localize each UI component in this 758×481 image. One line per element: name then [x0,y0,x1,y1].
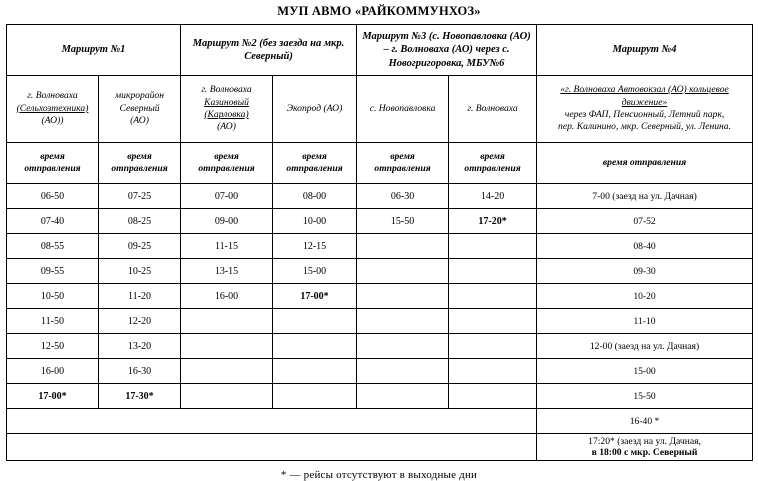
time-cell: 06-30 [357,184,449,209]
subheader-cell-4: время отправления [273,143,357,184]
table-row [7,234,753,259]
route-label: Маршрут №3 (с. Новопавловка (АО) – г. Волноваха (АО) через с. Новогригоровка, МБУ№6 [362,31,531,69]
time-cell: 12-50 [7,334,99,359]
time-cell: 16-40 * [537,409,753,434]
time-cell: 7-00 (заезд на ул. Дачная) [537,184,753,209]
route-header-4 [537,25,753,76]
time-cell [181,334,273,359]
table-row-destinations [7,76,753,143]
time-cell [181,384,273,409]
time-cell: 16-00 [181,284,273,309]
table-row [7,434,753,461]
time-cell [273,309,357,334]
time-cell: 07-00 [181,184,273,209]
time-cell: 15-50 [537,384,753,409]
time-cell: 15-50 [357,209,449,234]
time-cell: 12-15 [273,234,357,259]
destination-line: движение» [621,96,668,108]
destination-line: Казиновый [204,96,249,108]
time-cell: 07-52 [537,209,753,234]
time-cell [181,359,273,384]
time-cell [357,234,449,259]
time-cell: 09-30 [537,259,753,284]
subheader-cell-3: время отправления [181,143,273,184]
time-cell: 16-00 [7,359,99,384]
time-cell: 17-20* [449,209,537,234]
time-cell: 08-25 [99,209,181,234]
destination-line: микрорайон [115,90,164,102]
destination-line: пер. Калинино, мкр. Северный, ул. Ленина. [558,121,731,133]
note-line-2: в 18:00 с мкр. Северный [591,447,698,458]
time-cell [449,234,537,259]
time-cell [449,284,537,309]
subheader-cell-7 [537,143,753,184]
destination-line: (АО) [217,121,236,133]
destination-line: (Карловка) [204,109,249,120]
time-cell: 10-50 [7,284,99,309]
time-cell: 10-20 [537,284,753,309]
table-row [7,259,753,284]
time-cell: 15-00 [273,259,357,284]
time-cell [357,384,449,409]
time-cell: 12-20 [99,309,181,334]
time-cell: 09-55 [7,259,99,284]
time-cell [181,309,273,334]
table-row [7,384,753,409]
time-cell [449,384,537,409]
route-header-3 [357,25,537,76]
destination-line: г. Волноваха [201,84,252,96]
table-row [7,209,753,234]
table-row [7,184,753,209]
table-row-routes [7,25,753,76]
empty-cell [7,409,537,434]
destination-cell-1 [7,76,99,143]
table-row [7,309,753,334]
time-cell: 11-20 [99,284,181,309]
table-row [7,359,753,384]
destination-cell-5 [357,76,449,143]
time-cell: 07-40 [7,209,99,234]
footnote: * — рейсы отсутствуют в выходные дни [280,469,478,481]
time-cell [357,284,449,309]
time-cell [357,359,449,384]
time-cell [357,259,449,284]
time-cell: 12-00 (заезд на ул. Дачная) [537,334,753,359]
destination-line: г. Волноваха [27,90,78,102]
destination-line: через ФАП, Пенсионный, Летний парк, [564,109,725,120]
bus-schedule-table [6,24,753,461]
time-cell-note [537,434,753,461]
destination-line: (АО) [130,115,149,127]
time-cell: 08-00 [273,184,357,209]
time-cell: 17-30* [99,384,181,409]
subheader-cell-2: время отправления [99,143,181,184]
table-row [7,334,753,359]
time-cell [273,334,357,359]
time-cell [449,259,537,284]
destination-cell-3 [181,76,273,143]
route-label: Маршрут №1 [61,44,126,56]
note-line-1: 17:20* (заезд на ул. Дачная, [588,436,701,447]
time-cell: 11-50 [7,309,99,334]
time-cell [357,334,449,359]
time-cell: 08-40 [537,234,753,259]
time-cell [273,359,357,384]
time-cell [357,309,449,334]
time-cell: 11-10 [537,309,753,334]
route-label: Маршрут №2 (без заезда на мкр. Северный) [192,37,345,62]
time-cell: 10-00 [273,209,357,234]
destination-cell-6 [449,76,537,143]
time-cell: 06-50 [7,184,99,209]
destination-cell-2 [99,76,181,143]
destination-line: «г. Волноваха Автовокзал (АО) кольцевое [560,84,729,96]
time-cell: 09-00 [181,209,273,234]
time-cell: 16-30 [99,359,181,384]
route-header-2 [181,25,357,76]
time-cell: 07-25 [99,184,181,209]
time-cell: 13-20 [99,334,181,359]
time-cell [273,384,357,409]
destination-cell-4 [273,76,357,143]
time-cell: 10-25 [99,259,181,284]
destination-line: Северный [119,102,160,114]
destination-line: (АО)) [41,115,64,127]
subheader-label: время отправления [602,157,687,168]
time-cell: 09-25 [99,234,181,259]
route-header-1 [7,25,181,76]
empty-cell [7,434,537,461]
destination-line: г. Волноваха [467,102,518,114]
page-title: МУП АВМО «РАЙКОММУНХОЗ» [277,4,481,18]
destination-line: (Сельхозтехника) [16,102,89,114]
time-cell: 14-20 [449,184,537,209]
time-cell: 15-00 [537,359,753,384]
route-label: Маршрут №4 [612,44,677,56]
table-row [7,409,753,434]
time-cell: 08-55 [7,234,99,259]
time-cell: 13-15 [181,259,273,284]
subheader-cell-6: время отправления [449,143,537,184]
time-cell [449,309,537,334]
destination-cell-7 [537,76,753,143]
destination-line: Экопрод (АО) [286,102,343,114]
time-cell [449,334,537,359]
time-cell: 17-00* [7,384,99,409]
time-cell [449,359,537,384]
subheader-cell-5: время отправления [357,143,449,184]
table-row [7,284,753,309]
destination-line: с. Новопавловка [369,102,436,114]
time-cell: 17-00* [273,284,357,309]
table-row-subheaders [7,143,753,184]
time-cell: 11-15 [181,234,273,259]
subheader-cell-1: время отправления [7,143,99,184]
